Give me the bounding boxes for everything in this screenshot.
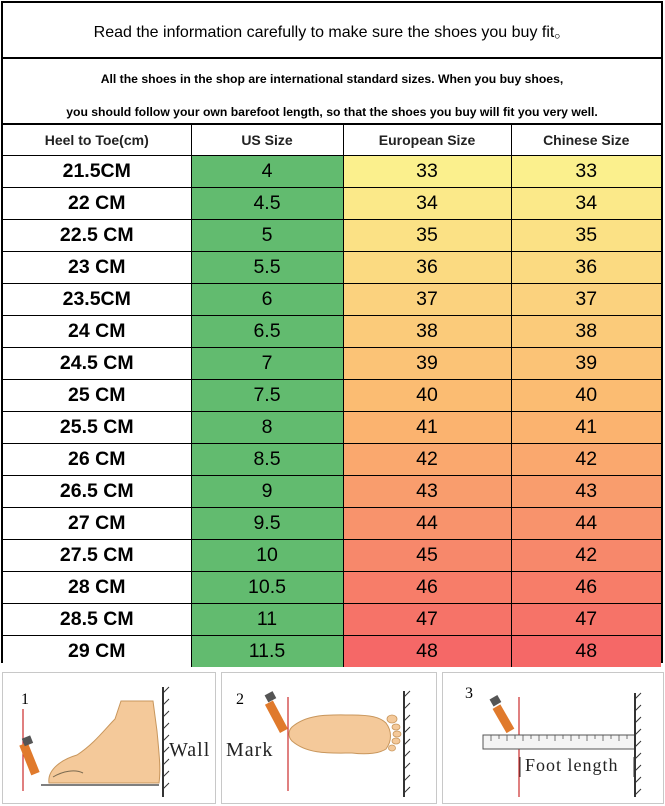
cell-heel-to-toe: 22 CM [3, 188, 191, 220]
instructions-line-2: you should follow your own barefoot length, so that the shoes you buy will fit you very well. [66, 105, 598, 119]
cell-us-size: 10 [191, 540, 343, 572]
cell-us-size: 6.5 [191, 316, 343, 348]
table-row [3, 284, 661, 316]
cell-chinese-size: 39 [511, 348, 661, 380]
step-1-number: 1 [21, 691, 29, 708]
cell-european-size: 34 [343, 188, 511, 220]
cell-chinese-size: 33 [511, 156, 661, 188]
table-row [3, 156, 661, 188]
size-table [3, 125, 661, 667]
table-row [3, 540, 661, 572]
cell-heel-to-toe: 28 CM [3, 572, 191, 604]
cell-chinese-size: 38 [511, 316, 661, 348]
table-row [3, 380, 661, 412]
cell-us-size: 8.5 [191, 444, 343, 476]
cell-chinese-size: 41 [511, 412, 661, 444]
cell-chinese-size: 34 [511, 188, 661, 220]
cell-heel-to-toe: 25 CM [3, 380, 191, 412]
ruler-measurement-icon [443, 673, 665, 805]
step-3-caption: Foot length [525, 755, 619, 775]
cell-european-size: 40 [343, 380, 511, 412]
cell-european-size: 45 [343, 540, 511, 572]
table-row [3, 476, 661, 508]
cell-european-size: 48 [343, 636, 511, 668]
table-row [3, 572, 661, 604]
cell-us-size: 4 [191, 156, 343, 188]
cell-european-size: 35 [343, 220, 511, 252]
cell-heel-to-toe: 23 CM [3, 252, 191, 284]
table-row [3, 636, 661, 668]
cell-heel-to-toe: 21.5CM [3, 156, 191, 188]
cell-heel-to-toe: 27 CM [3, 508, 191, 540]
cell-us-size: 10.5 [191, 572, 343, 604]
table-row [3, 252, 661, 284]
cell-us-size: 4.5 [191, 188, 343, 220]
cell-heel-to-toe: 25.5 CM [3, 412, 191, 444]
table-body [3, 156, 661, 668]
cell-european-size: 46 [343, 572, 511, 604]
cell-chinese-size: 42 [511, 540, 661, 572]
size-chart [1, 1, 663, 663]
cell-chinese-size: 47 [511, 604, 661, 636]
table-row [3, 444, 661, 476]
cell-heel-to-toe: 27.5 CM [3, 540, 191, 572]
cell-us-size: 11.5 [191, 636, 343, 668]
cell-chinese-size: 48 [511, 636, 661, 668]
table-header-row [3, 125, 661, 156]
table-row [3, 412, 661, 444]
cell-heel-to-toe: 29 CM [3, 636, 191, 668]
cell-chinese-size: 40 [511, 380, 661, 412]
cell-heel-to-toe: 26 CM [3, 444, 191, 476]
table-row [3, 316, 661, 348]
cell-european-size: 43 [343, 476, 511, 508]
table-row [3, 508, 661, 540]
cell-chinese-size: 43 [511, 476, 661, 508]
cell-heel-to-toe: 28.5 CM [3, 604, 191, 636]
step-1-caption: Wall [169, 739, 211, 761]
step-1-panel [2, 672, 216, 804]
table-row [3, 220, 661, 252]
cell-us-size: 8 [191, 412, 343, 444]
cell-heel-to-toe: 23.5CM [3, 284, 191, 316]
instructions-line-1: All the shoes in the shop are international standard sizes. When you buy shoes, [100, 72, 564, 86]
step-3-panel [442, 672, 664, 804]
cell-us-size: 5 [191, 220, 343, 252]
cell-chinese-size: 36 [511, 252, 661, 284]
column-header-3: Chinese Size [511, 125, 661, 156]
table-row [3, 188, 661, 220]
cell-european-size: 38 [343, 316, 511, 348]
cell-us-size: 9 [191, 476, 343, 508]
cell-european-size: 33 [343, 156, 511, 188]
step-2-caption: Mark [226, 739, 274, 761]
cell-heel-to-toe: 22.5 CM [3, 220, 191, 252]
cell-us-size: 9.5 [191, 508, 343, 540]
cell-chinese-size: 42 [511, 444, 661, 476]
cell-european-size: 36 [343, 252, 511, 284]
instructions [3, 59, 661, 125]
cell-chinese-size: 46 [511, 572, 661, 604]
cell-european-size: 37 [343, 284, 511, 316]
table-row [3, 604, 661, 636]
cell-chinese-size: 37 [511, 284, 661, 316]
cell-heel-to-toe: 24.5 CM [3, 348, 191, 380]
cell-european-size: 42 [343, 444, 511, 476]
cell-us-size: 7.5 [191, 380, 343, 412]
cell-european-size: 47 [343, 604, 511, 636]
cell-us-size: 11 [191, 604, 343, 636]
cell-chinese-size: 44 [511, 508, 661, 540]
cell-us-size: 5.5 [191, 252, 343, 284]
cell-european-size: 41 [343, 412, 511, 444]
step-2-panel [221, 672, 437, 804]
cell-chinese-size: 35 [511, 220, 661, 252]
column-header-1: US Size [191, 125, 343, 156]
column-header-0: Heel to Toe(cm) [3, 125, 191, 156]
cell-heel-to-toe: 26.5 CM [3, 476, 191, 508]
column-header-2: European Size [343, 125, 511, 156]
cell-european-size: 44 [343, 508, 511, 540]
cell-us-size: 6 [191, 284, 343, 316]
cell-heel-to-toe: 24 CM [3, 316, 191, 348]
page-title: Read the information carefully to make sure the shoes you buy fit。 [3, 3, 661, 59]
step-3-number: 3 [465, 685, 473, 702]
table-row [3, 348, 661, 380]
cell-us-size: 7 [191, 348, 343, 380]
step-2-number: 2 [236, 691, 244, 708]
cell-european-size: 39 [343, 348, 511, 380]
